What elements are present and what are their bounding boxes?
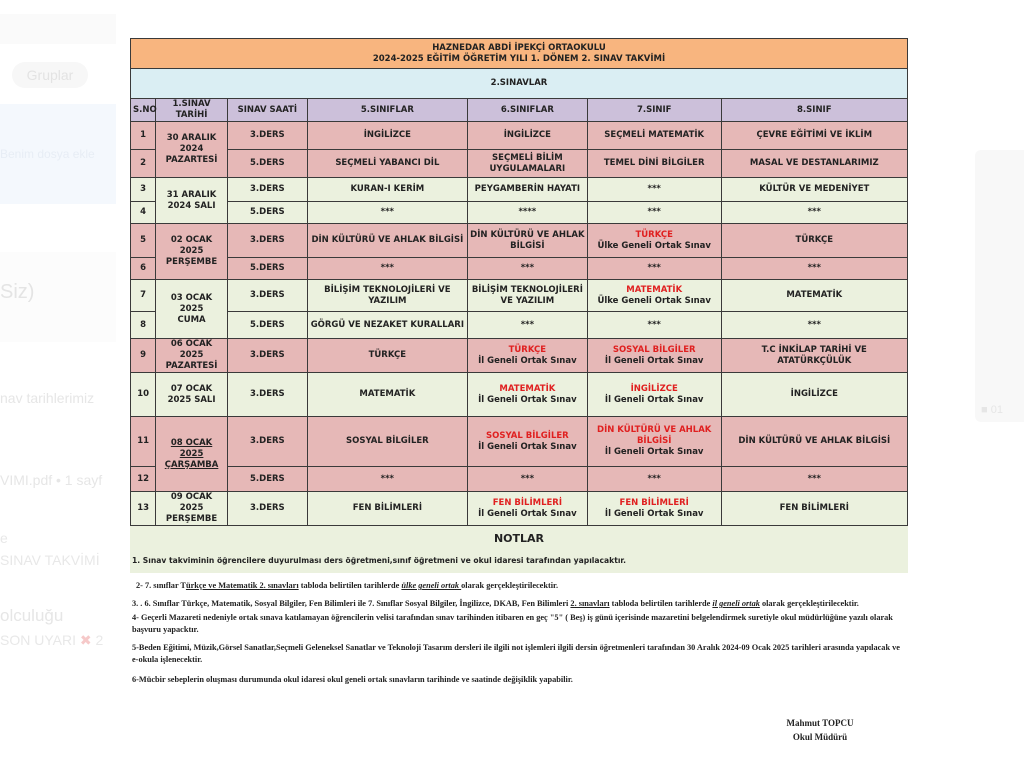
cross-mark-icon: ✖ (79, 632, 92, 648)
exam-period: 3.DERS (227, 178, 307, 202)
note-text: tabloda belirtilen tarihlerde (298, 581, 402, 590)
background-text-line: SINAV TAKVİMİ (0, 552, 100, 568)
table-row (131, 178, 908, 202)
grade6-cell (467, 492, 587, 526)
grade5-cell: BİLİŞİM TEKNOLOJİLERİ VE YAZILIM (307, 280, 467, 312)
section-title: 2.SINAVLAR (131, 69, 908, 99)
grade7-cell: *** (587, 312, 721, 339)
grade5-cell: *** (307, 467, 467, 492)
row-number: 9 (131, 339, 156, 373)
common-exam-label: İl Geneli Ortak Sınav (604, 508, 704, 519)
grade8-cell: KÜLTÜR VE MEDENİYET (721, 178, 907, 202)
note-6: 6-Mücbir sebeplerin oluşması durumunda okul idaresi okul geneli ortak sınavların tarihinde ve saatinde değişiklik yapabilir. (132, 675, 573, 684)
common-exam-label: Ülke Geneli Ortak Sınav (597, 295, 711, 306)
grade7-cell: *** (587, 467, 721, 492)
grade7-cell (587, 280, 721, 312)
common-exam-label: İl Geneli Ortak Sınav (478, 355, 577, 366)
common-exam-label: İl Geneli Ortak Sınav (604, 447, 704, 457)
note-3 (130, 598, 908, 610)
grade7-cell (587, 417, 721, 467)
grade5-cell: KURAN-I KERİM (307, 178, 467, 202)
grade7-cell: TEMEL DİNİ BİLGİLER (587, 150, 721, 178)
grade7-cell: *** (587, 258, 721, 280)
principal-name: Mahmut TOPCU (786, 718, 854, 728)
exam-period: 3.DERS (227, 339, 307, 373)
common-exam-subject: İNGİLİZCE (630, 383, 678, 394)
common-exam-subject: SOSYAL BİLGİLER (485, 430, 569, 441)
exam-period: 5.DERS (227, 202, 307, 224)
background-card-2: Siz) (0, 252, 116, 342)
background-text-line: e (0, 530, 8, 546)
row-number: 11 (131, 417, 156, 467)
notes-title: NOTLAR (493, 532, 545, 545)
grade8-cell: *** (721, 258, 907, 280)
exam-period: 5.DERS (227, 312, 307, 339)
note-text: 3. . 6. Sınıflar Türkçe, Matematik, Sosyal Bilgiler, Fen Bilimleri ile 7. Sınıflar Sosyal Bilgiler, İngilizce, DKAB, Fen Bilimleri (132, 599, 571, 608)
grade5-cell: İNGİLİZCE (307, 122, 467, 150)
row-number: 12 (131, 467, 156, 492)
common-exam-label: İl Geneli Ortak Sınav (478, 394, 577, 405)
signature-block (775, 716, 865, 744)
exam-date (156, 339, 228, 373)
table-row (131, 202, 908, 224)
column-header: 6.SINIFLAR (467, 99, 587, 122)
common-exam-subject: FEN BİLİMLERİ (619, 497, 689, 508)
exam-period: 3.DERS (227, 373, 307, 417)
exam-period: 3.DERS (227, 280, 307, 312)
exam-period: 5.DERS (227, 258, 307, 280)
common-exam-subject: FEN BİLİMLERİ (492, 497, 562, 508)
background-warning-text: SON UYARI (0, 632, 76, 648)
common-exam-subject: TÜRKÇE (508, 344, 547, 355)
column-header: 7.SINIF (587, 99, 721, 122)
common-exam-subject: MATEMATİK (626, 284, 683, 295)
grade6-cell: **** (467, 202, 587, 224)
grade6-cell: PEYGAMBERİN HAYATI (467, 178, 587, 202)
grade6-cell (467, 373, 587, 417)
date-text: 06 OCAK 2025 (170, 339, 213, 360)
background-text-line: olculuğu (0, 606, 64, 625)
background-attachment-line: VIMI.pdf • 1 sayf (0, 472, 103, 488)
exam-date (156, 492, 228, 526)
exam-period: 3.DERS (227, 224, 307, 258)
common-exam-subject: TÜRKÇE (635, 229, 673, 240)
date-text: 08 OCAK 2025 (170, 437, 213, 459)
grade5-cell: *** (307, 202, 467, 224)
table-row (131, 467, 908, 492)
grade5-cell: SOSYAL BİLGİLER (307, 417, 467, 467)
column-header: S.NO (131, 99, 156, 122)
row-number: 2 (131, 150, 156, 178)
date-text: 30 ARALIK 2024 (166, 133, 217, 154)
grade7-cell: SEÇMELİ MATEMATİK (587, 122, 721, 150)
date-text: 02 OCAK 2025 (170, 235, 213, 256)
exam-period: 5.DERS (227, 467, 307, 492)
exam-date (156, 373, 228, 417)
grade6-cell (467, 339, 587, 373)
common-exam-subject: SOSYAL BİLGİLER (612, 344, 696, 355)
grade8-cell: *** (721, 467, 907, 492)
section-row (131, 69, 908, 99)
common-exam-subject: MATEMATİK (499, 383, 556, 394)
background-text-line: nav tarihlerimiz (0, 390, 95, 406)
grade7-cell (587, 373, 721, 417)
row-number: 4 (131, 202, 156, 224)
principal-title: Okul Müdürü (792, 732, 848, 742)
note-text: olarak gerçekleştirilecektir. (759, 599, 859, 608)
grade6-cell: SEÇMELİ BİLİM UYGULAMALARI (467, 150, 587, 178)
grade8-cell: ÇEVRE EĞİTİMİ VE İKLİM (721, 122, 907, 150)
note-text: 2- 7. sınıflar T (136, 581, 186, 590)
background-bar (0, 14, 116, 44)
exam-date (156, 224, 228, 280)
day-text: PERŞEMBE (165, 514, 218, 524)
grade8-cell: DİN KÜLTÜRÜ VE AHLAK BİLGİSİ (721, 417, 907, 467)
column-header: SINAV SAATİ (227, 99, 307, 122)
column-header: 5.SINIFLAR (307, 99, 467, 122)
grade6-cell (467, 417, 587, 467)
grade8-cell: İNGİLİZCE (721, 373, 907, 417)
grade7-cell (587, 339, 721, 373)
table-row (131, 373, 908, 417)
day-text: CUMA (177, 314, 206, 325)
table-row (131, 492, 908, 526)
exam-date (156, 122, 228, 178)
note-text: olarak gerçekleştirilecektir. (461, 581, 559, 590)
column-header: 1.SINAV TARİHİ (156, 99, 228, 122)
date-text: 09 OCAK 2025 (170, 492, 213, 513)
row-number: 6 (131, 258, 156, 280)
exam-period: 5.DERS (227, 150, 307, 178)
grade6-cell: *** (467, 467, 587, 492)
exam-date (156, 178, 228, 224)
table-row (131, 122, 908, 150)
grade5-cell: SEÇMELİ YABANCI DİL (307, 150, 467, 178)
note-text: tabloda belirtilen tarihlerde (609, 599, 713, 608)
background-app-left (0, 0, 118, 758)
grade6-cell: İNGİLİZCE (467, 122, 587, 150)
grade6-cell: DİN KÜLTÜRÜ VE AHLAK BİLGİSİ (467, 224, 587, 258)
video-icon: ■ 01 (981, 404, 1003, 416)
row-number: 7 (131, 280, 156, 312)
grade8-cell: T.C İNKİLAP TARİHİ VE ATATÜRKÇÜLÜK (721, 339, 907, 373)
table-row (131, 339, 908, 373)
table-row (131, 258, 908, 280)
table-row (131, 417, 908, 467)
grade6-cell: *** (467, 312, 587, 339)
row-number: 13 (131, 492, 156, 526)
header-row (131, 99, 908, 122)
note-5: 5-Beden Eğitimi, Müzik,Görsel Sanatlar,Seçmeli Geleneksel Sanatlar ve Teknoloji Tasarım dersleri ile ilgili not işlemleri ilgili dersin öğretmenleri tarafından 30 Aralık 2024-09 Ocak 2025 tarihleri arasında yapılacak ve e-okula işlenecektir. (132, 643, 900, 664)
table-row (131, 312, 908, 339)
table-row (131, 280, 908, 312)
school-name: HAZNEDAR ABDİ İPEKÇİ ORTAOKULU (432, 42, 606, 53)
common-exam-label: İl Geneli Ortak Sınav (604, 355, 704, 366)
background-count: 2 (95, 632, 104, 648)
note-underlined-text: ürkçe ve Matematik 2. sınavları (185, 581, 299, 590)
date-text: 07 OCAK 2025 SALI (167, 383, 216, 405)
grade7-cell: *** (587, 202, 721, 224)
note-1: 1. Sınav takviminin öğrencilere duyurulması ders öğretmeni,sınıf öğretmeni ve okul idaresi tarafından yapılacaktır. (132, 556, 626, 565)
common-exam-label: İl Geneli Ortak Sınav (604, 394, 704, 405)
exam-schedule-table (130, 38, 908, 526)
grade5-cell: TÜRKÇE (307, 339, 467, 373)
note-underlined-text: 2. sınavları (570, 599, 610, 608)
date-text: 31 ARALIK 2024 SALI (166, 189, 217, 211)
grade7-cell: *** (587, 178, 721, 202)
background-groups-chip[interactable]: Gruplar (12, 62, 88, 88)
grade8-cell: FEN BİLİMLERİ (721, 492, 907, 526)
background-warning-line (0, 632, 118, 649)
exam-date (156, 417, 228, 492)
grade5-cell: GÖRGÜ VE NEZAKET KURALLARI (307, 312, 467, 339)
grade7-cell (587, 224, 721, 258)
title-row (131, 39, 908, 69)
grade8-cell: MASAL VE DESTANLARIMIZ (721, 150, 907, 178)
grade6-cell: *** (467, 258, 587, 280)
table-row (131, 150, 908, 178)
exam-schedule-document (130, 38, 908, 686)
grade6-cell: BİLİŞİM TEKNOLOJİLERİ VE YAZILIM (467, 280, 587, 312)
date-text: 03 OCAK 2025 (170, 292, 213, 314)
exam-period: 3.DERS (227, 122, 307, 150)
row-number: 8 (131, 312, 156, 339)
note-emphasis-text: il geneli ortak (712, 599, 760, 608)
common-exam-label: İl Geneli Ortak Sınav (478, 508, 577, 519)
note-2 (130, 580, 908, 592)
day-text: PAZARTESİ (165, 361, 218, 371)
exam-period: 3.DERS (227, 492, 307, 526)
exam-period: 3.DERS (227, 417, 307, 467)
day-text: PAZARTESİ (165, 155, 218, 165)
grade8-cell: MATEMATİK (721, 280, 907, 312)
row-number: 3 (131, 178, 156, 202)
grade5-cell: *** (307, 258, 467, 280)
grade5-cell: FEN BİLİMLERİ (307, 492, 467, 526)
grade5-cell: DİN KÜLTÜRÜ VE AHLAK BİLGİSİ (307, 224, 467, 258)
common-exam-label: İl Geneli Ortak Sınav (478, 441, 577, 452)
background-tag: 01 (990, 404, 1003, 416)
day-text: ÇARŞAMBA (164, 459, 219, 470)
table-row (131, 224, 908, 258)
document-title (131, 39, 908, 69)
grade7-cell (587, 492, 721, 526)
exam-date (156, 280, 228, 339)
day-text: PERŞEMBE (165, 257, 218, 267)
row-number: 5 (131, 224, 156, 258)
schedule-title: 2024-2025 EĞİTİM ÖĞRETİM YILI 1. DÖNEM 2. SINAV TAKVİMİ (372, 53, 666, 64)
column-header: 8.SINIF (721, 99, 907, 122)
note-emphasis-text: ülke geneli ortak (401, 581, 462, 590)
background-app-right-card (975, 150, 1024, 422)
notes-section (130, 526, 908, 573)
note-4: 4- Geçerli Mazareti nedeniyle ortak sınava katılamayan öğrencilerin velisi tarafından sınav tarihinden itibaren en geç "5" ( Beş) iş günü içerisinde mazaretini belgelendirmek suretiyle okul müdürlüğüne yazılı olarak başvuru yapacktır. (132, 613, 893, 634)
common-exam-label: Ülke Geneli Ortak Sınav (597, 240, 711, 251)
grade8-cell: TÜRKÇE (721, 224, 907, 258)
row-number: 10 (131, 373, 156, 417)
grade8-cell: *** (721, 202, 907, 224)
background-card: Benim dosya ekle (0, 104, 116, 204)
common-exam-subject: DİN KÜLTÜRÜ VE AHLAK BİLGİSİ (597, 425, 712, 446)
grade5-cell: MATEMATİK (307, 373, 467, 417)
grade8-cell: *** (721, 312, 907, 339)
row-number: 1 (131, 122, 156, 150)
